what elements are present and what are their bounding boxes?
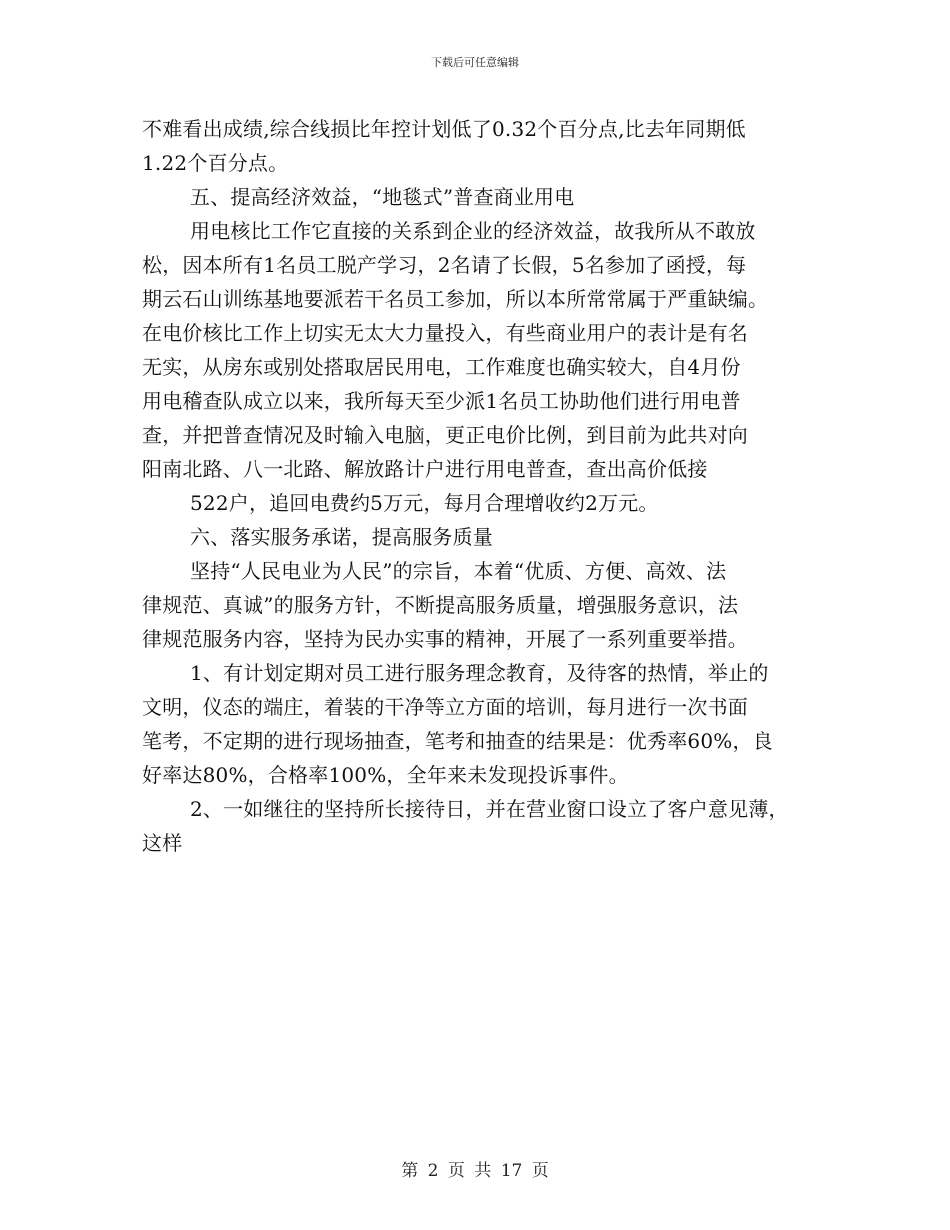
- text-line: 1、有计划定期对员工进行服务理念教育，及待客的热情，举止的: [190, 661, 769, 685]
- text-line: 用电核比工作它直接的关系到企业的经济效益，故我所从不敢放: [190, 219, 756, 243]
- text-line: 期云石山训练基地要派若干名员工参加，所以本所常常属于严重缺编。: [142, 287, 769, 311]
- text-line: 522户，追回电费约5万元，每月合理增收约2万元。: [190, 491, 659, 515]
- text-line: 好率达80%，合格率100%，全年来未发现投诉事件。: [142, 763, 629, 787]
- text-line: 坚持“人民电业为人民”的宗旨，本着“优质、方便、高效、法: [190, 559, 727, 583]
- section-heading: 五、提高经济效益，“地毯式”普查商业用电: [190, 185, 575, 209]
- text-line: 这样: [142, 831, 183, 855]
- text-line: 2、一如继往的坚持所长接待日，并在营业窗口设立了客户意见薄，: [190, 797, 789, 821]
- text-line: 文明，仪态的端庄，着装的干净等立方面的培训，每月进行一次书面: [142, 695, 748, 719]
- text-line: 不难看出成绩,综合线损比年控计划低了0.32个百分点,比去年同期低: [142, 117, 746, 141]
- text-line: 笔考，不定期的进行现场抽查，笔考和抽查的结果是：优秀率60%，良: [142, 729, 773, 753]
- text-line: 律规范服务内容，坚持为民办实事的精神，开展了一系列重要举措。: [142, 627, 748, 651]
- text-line: 查，并把普查情况及时输入电脑，更正电价比例，到目前为此共对向: [142, 423, 748, 447]
- text-line: 松，因本所有1名员工脱产学习，2名请了长假，5名参加了函授，每: [142, 253, 747, 277]
- text-line: 1.22个百分点。: [142, 151, 289, 175]
- document-body: [142, 112, 810, 860]
- text-line: 律规范、真诚”的服务方针，不断提高服务质量，增强服务意识，法: [142, 593, 739, 617]
- page-header: 下载后可任意编辑: [431, 56, 519, 69]
- text-line: 无实，从房东或别处搭取居民用电，工作难度也确实较大，自4月份: [142, 355, 741, 379]
- text-line: 阳南北路、八一北路、解放路计户进行用电普查，查出高价低接: [142, 457, 708, 481]
- text-line: 用电稽查队成立以来，我所每天至少派1名员工协助他们进行用电普: [142, 389, 741, 413]
- page-number: 第 2 页 共 17 页: [401, 1161, 549, 1181]
- section-heading: 六、落实服务承诺，提高服务质量: [190, 525, 493, 549]
- text-line: 在电价核比工作上切实无太大力量投入，有些商业用户的表计是有名: [142, 321, 748, 345]
